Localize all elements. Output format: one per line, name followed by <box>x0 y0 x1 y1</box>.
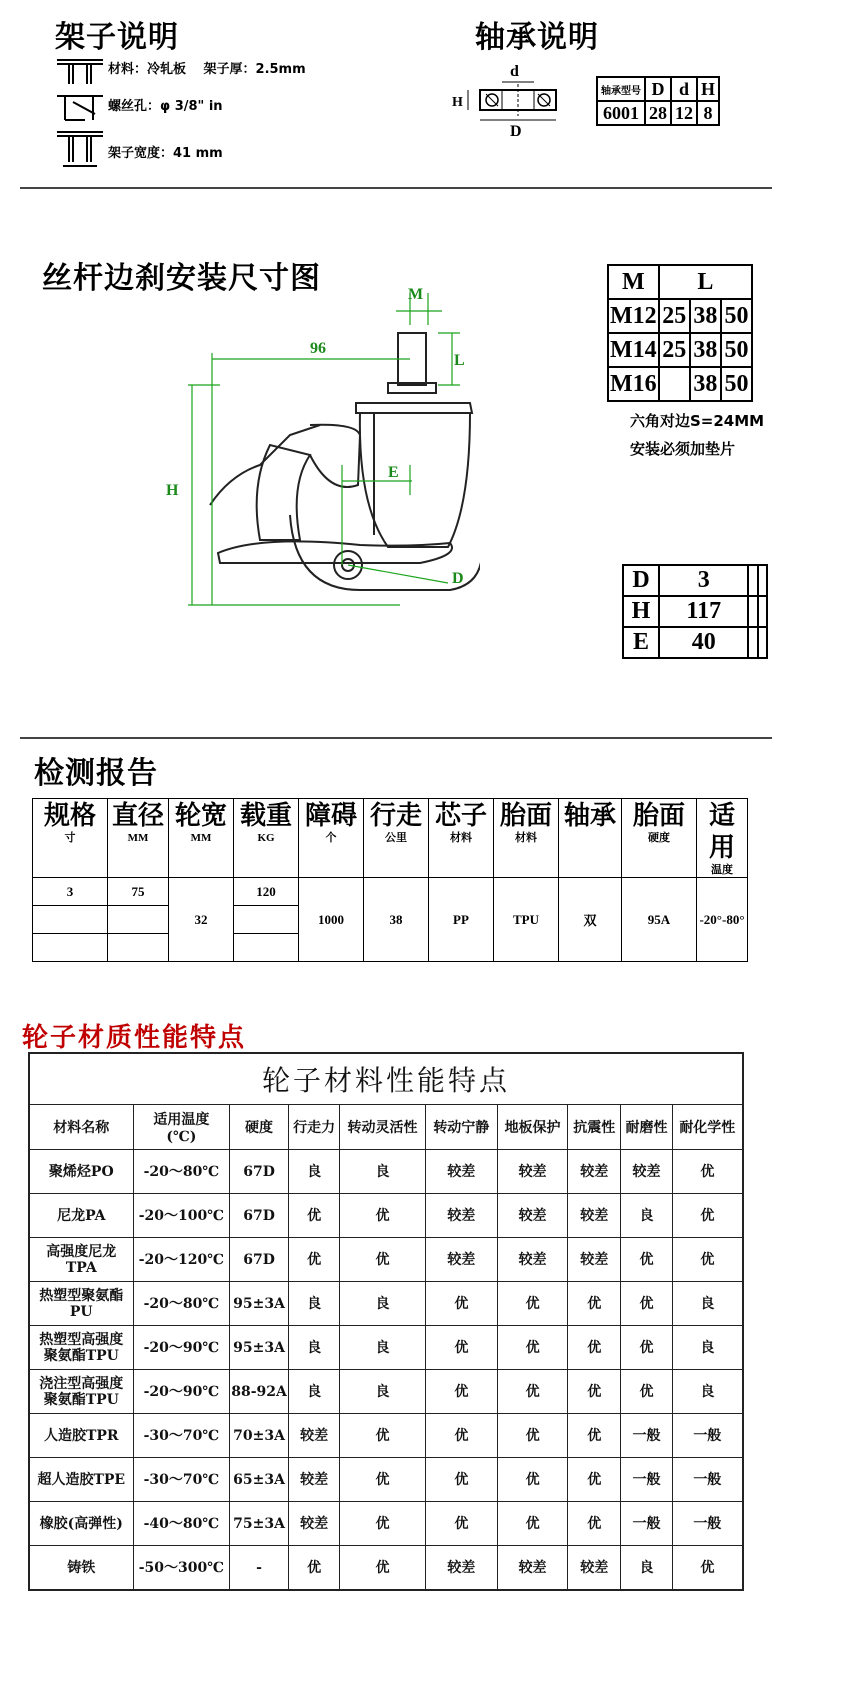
report-header: 规格 寸 <box>33 799 108 878</box>
features-cell: 优 <box>621 1238 672 1282</box>
features-cell: 良 <box>621 1194 672 1238</box>
m-table-row <box>608 367 752 401</box>
features-cell: -20～80℃ <box>133 1282 230 1326</box>
features-section-title: 轮子材质性能特点 <box>22 1023 247 1053</box>
bearing-value-row <box>597 101 719 125</box>
report-empty-cell <box>108 934 169 962</box>
features-row <box>29 1458 743 1502</box>
features-cell: 优 <box>497 1414 567 1458</box>
report-empty-cell <box>108 906 169 934</box>
features-cell: 优 <box>568 1370 621 1414</box>
features-row <box>29 1414 743 1458</box>
features-cell: -40～80℃ <box>133 1502 230 1546</box>
material-name-cell: 聚烯烃PO <box>29 1150 133 1194</box>
features-cell: 优 <box>288 1238 339 1282</box>
dh-cell <box>758 627 767 658</box>
features-cell: 优 <box>568 1282 621 1326</box>
report-table <box>32 798 748 962</box>
features-cell: 良 <box>288 1326 339 1370</box>
material-name-cell: 超人造胶TPE <box>29 1458 133 1502</box>
m-cell <box>659 367 690 401</box>
features-cell: 良 <box>288 1150 339 1194</box>
bearing-header-D: D <box>645 77 671 101</box>
features-cell: 优 <box>568 1502 621 1546</box>
features-cell: -20～90℃ <box>133 1370 230 1414</box>
features-cell: 优 <box>497 1370 567 1414</box>
report-title: 检测报告 <box>34 756 158 791</box>
bracket-plate-icon <box>57 60 103 84</box>
features-cell: 一般 <box>621 1458 672 1502</box>
features-cell: 优 <box>340 1414 426 1458</box>
features-cell: 较差 <box>288 1502 339 1546</box>
m-header-M: M <box>608 265 659 299</box>
report-width: 32 <box>169 878 234 962</box>
features-cell: 优 <box>425 1502 497 1546</box>
features-cell: 优 <box>425 1458 497 1502</box>
features-cell: 95±3A <box>230 1282 289 1326</box>
features-cell: 一般 <box>672 1458 743 1502</box>
features-row <box>29 1502 743 1546</box>
features-cell: 优 <box>672 1238 743 1282</box>
features-table <box>28 1052 744 1591</box>
features-cell: -50～300℃ <box>133 1546 230 1591</box>
features-column-header: 转动灵活性 <box>340 1105 426 1150</box>
material-name-cell: 尼龙PA <box>29 1194 133 1238</box>
features-cell: -30～70℃ <box>133 1458 230 1502</box>
features-cell: 优 <box>621 1282 672 1326</box>
report-temp: -20°-80° <box>697 878 748 962</box>
features-cell: 优 <box>340 1502 426 1546</box>
bearing-header-row <box>597 77 719 101</box>
dh-cell: D <box>623 565 659 596</box>
dim-L-label: L <box>454 352 465 369</box>
bearing-D: 28 <box>645 101 671 125</box>
bearing-H-label: H <box>452 95 463 110</box>
features-cell: 良 <box>672 1370 743 1414</box>
report-header: 胎面 硬度 <box>622 799 697 878</box>
features-row <box>29 1546 743 1591</box>
dh-row <box>623 627 767 658</box>
bearing-header-H: H <box>697 77 719 101</box>
features-cell: 优 <box>425 1282 497 1326</box>
material-name-cell: 高强度尼龙 TPA <box>29 1238 133 1282</box>
features-cell: 优 <box>568 1326 621 1370</box>
features-cell: 67D <box>230 1150 289 1194</box>
features-cell: 67D <box>230 1194 289 1238</box>
report-header: 载重 KG <box>234 799 299 878</box>
report-header-row <box>33 799 748 878</box>
dh-cell: 117 <box>659 596 748 627</box>
bracket-material: 材料：冷轧板 架子厚：2.5mm <box>108 62 306 77</box>
features-cell: 65±3A <box>230 1458 289 1502</box>
bearing-diagram <box>452 60 572 140</box>
features-cell: -30～70℃ <box>133 1414 230 1458</box>
report-empty-cell <box>33 934 108 962</box>
features-cell: 较差 <box>568 1150 621 1194</box>
report-empty-cell <box>234 934 299 962</box>
dh-cell <box>758 596 767 627</box>
features-cell: -20～90℃ <box>133 1326 230 1370</box>
features-cell: 较差 <box>288 1414 339 1458</box>
features-cell: 优 <box>672 1546 743 1591</box>
material-name-cell: 浇注型高强度 聚氨酯TPU <box>29 1370 133 1414</box>
features-cell: 75±3A <box>230 1502 289 1546</box>
features-cell: 较差 <box>497 1238 567 1282</box>
material-name-cell: 热塑型高强度 聚氨酯TPU <box>29 1326 133 1370</box>
dh-cell <box>748 565 757 596</box>
caster-body <box>210 333 480 590</box>
dh-row <box>623 565 767 596</box>
features-cell: 较差 <box>497 1546 567 1591</box>
features-cell: 优 <box>340 1458 426 1502</box>
features-cell: 优 <box>340 1238 426 1282</box>
features-cell: 良 <box>288 1282 339 1326</box>
report-diameter: 75 <box>108 878 169 906</box>
m-cell: 50 <box>721 367 752 401</box>
features-cell: 优 <box>425 1370 497 1414</box>
dh-cell: E <box>623 627 659 658</box>
features-cell: 良 <box>340 1282 426 1326</box>
m-cell: 50 <box>721 333 752 367</box>
dh-row <box>623 596 767 627</box>
m-table-row <box>608 333 752 367</box>
dim-M-label: M <box>408 286 424 303</box>
features-cell: 较差 <box>568 1194 621 1238</box>
features-cell: 优 <box>288 1546 339 1591</box>
features-cell: 优 <box>568 1458 621 1502</box>
features-cell: 良 <box>621 1546 672 1591</box>
features-cell: 优 <box>497 1458 567 1502</box>
features-cell: 优 <box>568 1414 621 1458</box>
m-cell: 38 <box>690 333 721 367</box>
bearing-header-d: d <box>671 77 697 101</box>
features-column-header: 耐化学性 <box>672 1105 743 1150</box>
features-column-header: 抗震性 <box>568 1105 621 1150</box>
dim-D-label: D <box>452 570 464 587</box>
report-header: 胎面 材料 <box>494 799 559 878</box>
features-cell: 优 <box>497 1326 567 1370</box>
caster-drawing <box>160 285 480 615</box>
report-bearing: 双 <box>559 878 622 962</box>
features-cell: 优 <box>340 1546 426 1591</box>
bearing-D-label: D <box>510 123 522 140</box>
m-cell: M14 <box>608 333 659 367</box>
report-row <box>33 878 748 906</box>
screw-hole-icon <box>57 96 103 120</box>
dh-cell: 40 <box>659 627 748 658</box>
bearing-H: 8 <box>697 101 719 125</box>
d-h-e-table <box>622 564 768 659</box>
bracket-title: 架子说明 <box>55 20 179 55</box>
report-hardness: 95A <box>622 878 697 962</box>
features-cell: 优 <box>288 1194 339 1238</box>
material-name-cell: 人造胶TPR <box>29 1414 133 1458</box>
features-cell: 优 <box>425 1414 497 1458</box>
report-empty-cell <box>33 906 108 934</box>
features-cell: 较差 <box>568 1238 621 1282</box>
dim-H-label: H <box>166 482 179 499</box>
features-row <box>29 1238 743 1282</box>
divider-1 <box>20 187 772 189</box>
features-row <box>29 1326 743 1370</box>
bracket-icons <box>55 52 105 182</box>
features-cell: 较差 <box>425 1546 497 1591</box>
dh-cell <box>748 596 757 627</box>
features-cell: 88-92A <box>230 1370 289 1414</box>
features-table-title-row <box>29 1053 743 1105</box>
features-cell: 较差 <box>621 1150 672 1194</box>
bearing-d: 12 <box>671 101 697 125</box>
hex-note: 六角对边S=24MM <box>630 412 765 430</box>
features-cell: - <box>230 1546 289 1591</box>
features-column-header: 硬度 <box>230 1105 289 1150</box>
bearing-header-model: 轴承型号 <box>597 77 645 101</box>
report-load: 120 <box>234 878 299 906</box>
features-cell: 较差 <box>425 1238 497 1282</box>
features-cell: 优 <box>672 1150 743 1194</box>
features-row <box>29 1150 743 1194</box>
features-cell: 优 <box>340 1194 426 1238</box>
features-cell: 一般 <box>672 1502 743 1546</box>
report-empty-cell <box>234 906 299 934</box>
features-cell: 较差 <box>568 1546 621 1591</box>
material-name-cell: 铸铁 <box>29 1546 133 1591</box>
features-cell: 较差 <box>497 1150 567 1194</box>
material-name-cell: 橡胶(高弹性) <box>29 1502 133 1546</box>
features-cell: 优 <box>621 1370 672 1414</box>
report-header: 直径 MM <box>108 799 169 878</box>
report-walk: 38 <box>364 878 429 962</box>
m-cell: M16 <box>608 367 659 401</box>
features-cell: 67D <box>230 1238 289 1282</box>
bearing-model: 6001 <box>597 101 645 125</box>
m-cell: M12 <box>608 299 659 333</box>
features-cell: 良 <box>288 1370 339 1414</box>
features-cell: -20～100℃ <box>133 1194 230 1238</box>
m-cell: 50 <box>721 299 752 333</box>
m-cell: 38 <box>690 367 721 401</box>
features-header-row <box>29 1105 743 1150</box>
features-cell: 一般 <box>621 1502 672 1546</box>
features-cell: 良 <box>340 1326 426 1370</box>
features-cell: 良 <box>672 1326 743 1370</box>
report-header: 行走 公里 <box>364 799 429 878</box>
features-cell: 良 <box>672 1282 743 1326</box>
features-cell: -20～80℃ <box>133 1150 230 1194</box>
features-cell: 优 <box>672 1194 743 1238</box>
features-column-header: 转动宁静 <box>425 1105 497 1150</box>
features-row <box>29 1370 743 1414</box>
features-body <box>29 1150 743 1591</box>
report-header: 轴承 <box>559 799 622 878</box>
bracket-screw-hole: 螺丝孔：φ 3/8" in <box>108 99 223 114</box>
features-cell: 一般 <box>621 1414 672 1458</box>
features-column-header: 适用温度 (℃) <box>133 1105 230 1150</box>
bearing-d-label: d <box>510 63 519 80</box>
report-core: PP <box>429 878 494 962</box>
dim-96-label: 96 <box>310 340 326 357</box>
features-column-header: 耐磨性 <box>621 1105 672 1150</box>
bracket-width: 架子宽度：41 mm <box>108 146 223 161</box>
report-tread: TPU <box>494 878 559 962</box>
bracket-width-icon <box>57 132 103 166</box>
material-name-cell: 热塑型聚氨酯 PU <box>29 1282 133 1326</box>
features-cell: 较差 <box>425 1194 497 1238</box>
features-column-header: 地板保护 <box>497 1105 567 1150</box>
install-title: 丝杆边刹安装尺寸图 <box>42 261 321 296</box>
features-cell: -20～120℃ <box>133 1238 230 1282</box>
features-cell: 较差 <box>425 1150 497 1194</box>
dh-cell: H <box>623 596 659 627</box>
features-cell: 优 <box>621 1326 672 1370</box>
dh-cell <box>748 627 757 658</box>
bearing-title: 轴承说明 <box>475 20 599 55</box>
features-table-title: 轮子材料性能特点 <box>29 1053 743 1105</box>
m-table-row <box>608 299 752 333</box>
m-header-L: L <box>659 265 752 299</box>
features-cell: 95±3A <box>230 1326 289 1370</box>
m-cell: 25 <box>659 299 690 333</box>
features-cell: 良 <box>340 1370 426 1414</box>
features-cell: 优 <box>425 1326 497 1370</box>
report-obstacle: 1000 <box>299 878 364 962</box>
report-header: 芯子 材料 <box>429 799 494 878</box>
features-cell: 70±3A <box>230 1414 289 1458</box>
m-table-header <box>608 265 752 299</box>
divider-2 <box>20 737 772 739</box>
dim-E-label: E <box>388 464 399 481</box>
features-cell: 较差 <box>288 1458 339 1502</box>
features-cell: 较差 <box>497 1194 567 1238</box>
features-cell: 良 <box>340 1150 426 1194</box>
features-cell: 一般 <box>672 1414 743 1458</box>
features-cell: 优 <box>497 1282 567 1326</box>
m-cell: 38 <box>690 299 721 333</box>
washer-note: 安装必须加垫片 <box>630 440 736 458</box>
report-header: 障碍 个 <box>299 799 364 878</box>
features-column-header: 行走力 <box>288 1105 339 1150</box>
report-header: 轮宽 MM <box>169 799 234 878</box>
report-header: 适用 温度 <box>697 799 748 878</box>
bearing-table <box>596 76 720 126</box>
features-row <box>29 1282 743 1326</box>
m-cell: 25 <box>659 333 690 367</box>
features-cell: 优 <box>497 1502 567 1546</box>
features-column-header: 材料名称 <box>29 1105 133 1150</box>
m-l-table <box>607 264 753 402</box>
dh-cell: 3 <box>659 565 748 596</box>
dh-cell <box>758 565 767 596</box>
report-size: 3 <box>33 878 108 906</box>
features-row <box>29 1194 743 1238</box>
